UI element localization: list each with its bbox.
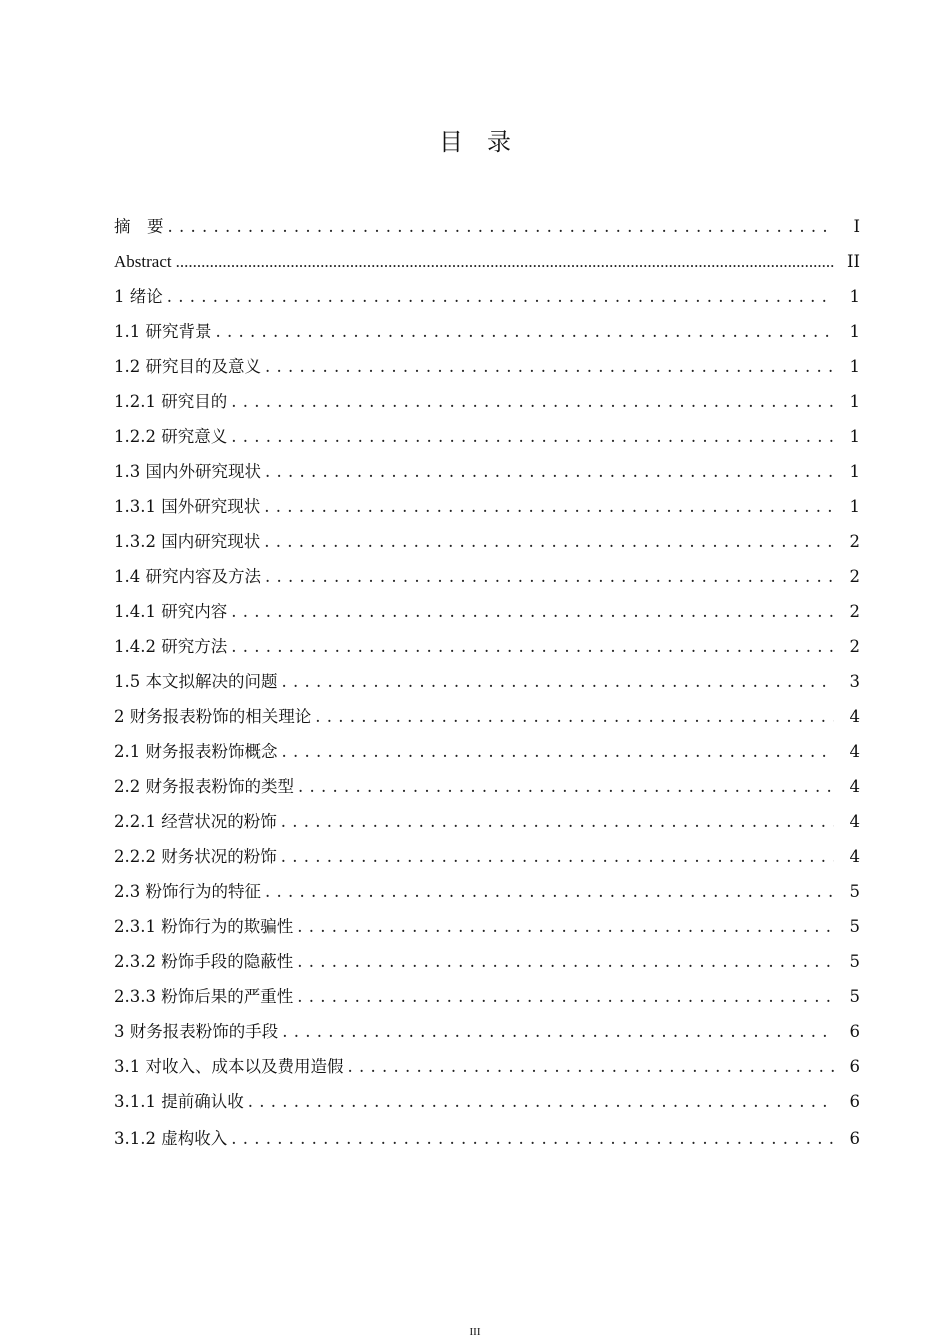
toc-leader-dots <box>176 244 834 279</box>
toc-entry-page: 6 <box>849 1092 860 1111</box>
toc-leader-dots <box>282 734 835 769</box>
toc-entry[interactable] <box>114 909 860 944</box>
toc-leader-dots <box>315 699 834 734</box>
toc-entry[interactable] <box>114 1014 860 1049</box>
toc-entry[interactable] <box>114 489 860 524</box>
toc-entry-label: Abstract <box>114 252 172 271</box>
toc-entry-label: 2.3.1 粉饰行为的欺骗性 <box>114 917 294 936</box>
toc-entry-label: 1.4.2 研究方法 <box>114 637 228 656</box>
toc-entry-label: 2.2.2 财务状况的粉饰 <box>114 847 277 866</box>
toc-entry[interactable] <box>114 1084 860 1119</box>
toc-entry[interactable] <box>114 699 860 734</box>
toc-leader-dots <box>231 384 834 419</box>
toc-leader-dots <box>265 559 834 594</box>
toc-entry[interactable] <box>114 664 860 699</box>
toc-entry-page: 5 <box>849 882 860 901</box>
toc-leader-dots <box>231 1120 834 1157</box>
toc-entry-page: 1 <box>849 497 860 516</box>
toc-entry-page: 5 <box>849 952 860 971</box>
toc-entry[interactable] <box>114 559 860 594</box>
toc-entry-page: 6 <box>849 1129 860 1148</box>
toc-entry-label: 2.2.1 经营状况的粉饰 <box>114 812 277 831</box>
table-of-contents <box>114 209 860 1157</box>
toc-entry[interactable] <box>114 629 860 664</box>
toc-entry-label: 2.2 财务报表粉饰的类型 <box>114 777 294 796</box>
toc-leader-dots <box>168 209 835 244</box>
toc-entry[interactable] <box>114 279 860 314</box>
toc-entry[interactable] <box>114 769 860 804</box>
toc-entry[interactable] <box>114 1049 860 1084</box>
toc-entry[interactable] <box>114 734 860 769</box>
toc-entry-label: 3.1.2 虚构收入 <box>114 1129 228 1148</box>
toc-leader-dots <box>231 629 834 664</box>
toc-entry-label: 2.3.3 粉饰后果的严重性 <box>114 987 294 1006</box>
toc-entry[interactable] <box>114 944 860 979</box>
toc-entry[interactable] <box>114 384 860 419</box>
toc-entry-label: 2.1 财务报表粉饰概念 <box>114 742 278 761</box>
toc-leader-dots <box>348 1049 835 1084</box>
toc-entry-page: 6 <box>849 1057 860 1076</box>
toc-leader-dots <box>264 489 834 524</box>
toc-entry[interactable] <box>114 1120 860 1157</box>
toc-leader-dots <box>167 279 834 314</box>
toc-entry-label: 1.2 研究目的及意义 <box>114 357 261 376</box>
toc-entry-page: 1 <box>849 322 860 341</box>
toc-entry[interactable] <box>114 979 860 1014</box>
page-title: 目 录 <box>439 128 511 156</box>
toc-entry-page: 1 <box>849 392 860 411</box>
toc-entry-page: 1 <box>849 287 860 306</box>
toc-leader-dots <box>265 874 834 909</box>
toc-entry-label: 1.1 研究背景 <box>114 322 212 341</box>
toc-leader-dots <box>282 664 835 699</box>
toc-entry-label: 2.3 粉饰行为的特征 <box>114 882 261 901</box>
toc-entry-page: 1 <box>849 462 860 481</box>
toc-entry-page: 4 <box>849 742 860 761</box>
toc-entry-page: 4 <box>849 707 860 726</box>
footer-page-number: III <box>469 1326 481 1338</box>
toc-entry-label: 1 绪论 <box>114 287 163 306</box>
toc-entry-label: 3.1.1 提前确认收 <box>114 1092 244 1111</box>
toc-entry-label: 1.5 本文拟解决的问题 <box>114 672 278 691</box>
toc-entry[interactable] <box>114 454 860 489</box>
toc-entry-label: 1.4 研究内容及方法 <box>114 567 261 586</box>
toc-entry-page: 1 <box>849 427 860 446</box>
toc-entry-page: 6 <box>849 1022 860 1041</box>
toc-entry-page: 2 <box>849 532 860 551</box>
toc-entry[interactable] <box>114 594 860 629</box>
toc-leader-dots <box>216 314 835 349</box>
toc-entry[interactable] <box>114 209 860 244</box>
toc-entry-page: 5 <box>849 917 860 936</box>
toc-leader-dots <box>264 524 834 559</box>
toc-leader-dots <box>298 769 834 804</box>
toc-entry[interactable] <box>114 804 860 839</box>
toc-leader-dots <box>297 944 834 979</box>
toc-entry-label: 1.2.1 研究目的 <box>114 392 228 411</box>
toc-leader-dots <box>265 349 834 384</box>
toc-entry-label: 1.4.1 研究内容 <box>114 602 228 621</box>
toc-entry-page: I <box>853 217 860 236</box>
toc-entry-label: 1.2.2 研究意义 <box>114 427 228 446</box>
toc-leader-dots <box>231 419 834 454</box>
toc-entry-label: 摘 要 <box>114 217 164 236</box>
toc-leader-dots <box>281 839 834 874</box>
toc-entry-page: 2 <box>849 602 860 621</box>
toc-entry[interactable] <box>114 839 860 874</box>
toc-entry[interactable] <box>114 244 860 279</box>
toc-entry[interactable] <box>114 349 860 384</box>
toc-leader-dots <box>282 1014 834 1049</box>
toc-entry[interactable] <box>114 524 860 559</box>
toc-entry-page: II <box>846 252 860 271</box>
toc-entry-label: 1.3.1 国外研究现状 <box>114 497 261 516</box>
toc-entry-label: 1.3.2 国内研究现状 <box>114 532 261 551</box>
toc-leader-dots <box>297 979 834 1014</box>
toc-entry[interactable] <box>114 314 860 349</box>
toc-entry-page: 4 <box>849 812 860 831</box>
toc-entry-label: 2 财务报表粉饰的相关理论 <box>114 707 312 726</box>
toc-leader-dots <box>281 804 834 839</box>
toc-leader-dots <box>297 909 834 944</box>
toc-entry-page: 3 <box>849 672 860 691</box>
toc-entry-page: 4 <box>849 847 860 866</box>
toc-leader-dots <box>265 454 834 489</box>
toc-entry-page: 5 <box>849 987 860 1006</box>
toc-entry[interactable] <box>114 874 860 909</box>
toc-entry[interactable] <box>114 419 860 454</box>
toc-leader-dots <box>231 594 834 629</box>
toc-entry-page: 2 <box>849 637 860 656</box>
toc-leader-dots <box>248 1084 834 1119</box>
toc-entry-label: 2.3.2 粉饰手段的隐蔽性 <box>114 952 294 971</box>
toc-entry-page: 1 <box>849 357 860 376</box>
toc-entry-label: 3 财务报表粉饰的手段 <box>114 1022 279 1041</box>
toc-entry-label: 3.1 对收入、成本以及费用造假 <box>114 1057 344 1076</box>
toc-entry-page: 2 <box>849 567 860 586</box>
toc-entry-label: 1.3 国内外研究现状 <box>114 462 261 481</box>
toc-entry-page: 4 <box>849 777 860 796</box>
